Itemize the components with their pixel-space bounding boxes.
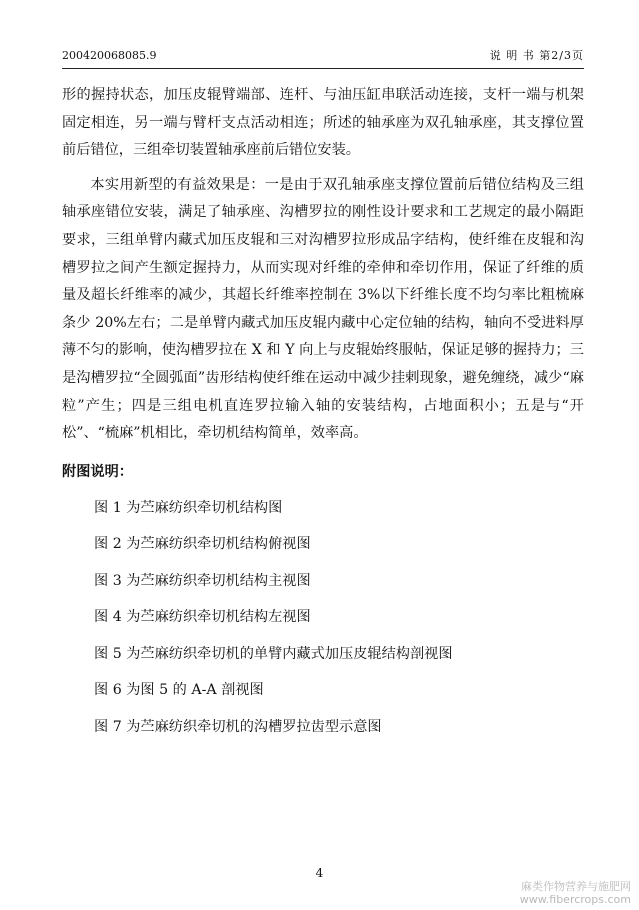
- document-body: [62, 82, 584, 745]
- figure-caption-7: 图 7 为苎麻纺织牵切机的沟槽罗拉齿型示意图: [94, 718, 382, 735]
- paragraph-gap: [62, 448, 584, 455]
- paragraph-continuation: 形的握持状态，加压皮辊臂端部、连杆、与油压缸串联活动连接，支杆一端与机架固定相连，另一端与臂杆支点活动相连；所述的轴承座为双孔轴承座，其支撑位置前后错位，三组牵切装置轴承座前后错位安装。: [62, 87, 584, 159]
- watermark-site-name: 麻类作物营养与施肥网: [521, 880, 631, 893]
- site-watermark: [520, 880, 631, 906]
- paragraph-gap: [62, 165, 584, 172]
- header-section-page: 说 明 书 第2/3页: [489, 49, 584, 62]
- figure-caption-2: 图 2 为苎麻纺织牵切机结构俯视图: [94, 536, 311, 553]
- page-header: [62, 46, 584, 66]
- paragraph-beneficial-effects: 本实用新型的有益效果是：一是由于双孔轴承座支撑位置前后错位结构及三组轴承座错位安装，满足了轴承座、沟槽罗拉的刚性设计要求和工艺规定的最小隔距要求，三组单臂内藏式加压皮辊和三对沟槽罗拉形成品字结构，使纤维在皮辊和沟槽罗拉之间产生额定握持力，从而实现对纤维的牵伸和牵切作用，保证了纤维的质量及超长纤维率的减少，其超长纤维率控制在 3%以下纤维长度不均匀率比粗梳麻条少 20%左右；二是单臂内藏式加压皮辊内藏中心定位轴的结构，轴向不受进料厚薄不匀的影响，使沟槽罗拉在 X 和 Y 向上与皮辊始终服帖，保证足够的握持力；三是沟槽罗拉“全圆弧面”齿形结构使纤维在运动中减少挂剌现象，避免缠绕，减少“麻粒”产生；四是三组电机直连罗拉输入轴的安装结构，占地面积小；五是与“开松”、“梳麻”机相比，牵切机结构简单，效率高。: [62, 176, 584, 442]
- figure-caption-1: 图 1 为苎麻纺织牵切机结构图: [94, 499, 283, 516]
- figure-caption-3: 图 3 为苎麻纺织牵切机结构主视图: [94, 572, 311, 589]
- figure-caption-5: 图 5 为苎麻纺织牵切机的单臂内藏式加压皮辊结构剖视图: [94, 645, 453, 662]
- document-number: 200420068085.9: [62, 49, 157, 62]
- page-number: 4: [315, 866, 324, 880]
- figure-caption-4: 图 4 为苎麻纺织牵切机结构左视图: [94, 609, 311, 626]
- watermark-url: www.fibercrops.com: [519, 893, 631, 906]
- figure-caption-6: 图 6 为图 5 的 A-A 剖视图: [94, 682, 264, 699]
- header-rule: [62, 68, 584, 69]
- figures-section-title: 附图说明：: [62, 463, 133, 480]
